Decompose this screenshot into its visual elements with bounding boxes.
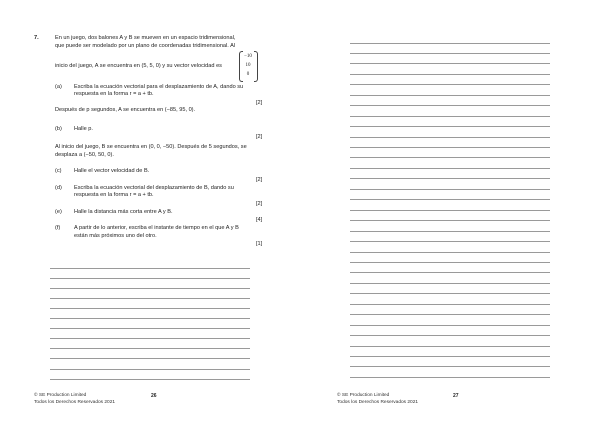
answer-line (50, 358, 250, 359)
answer-line (350, 272, 550, 273)
part-f-marks: [1] (256, 241, 263, 247)
answer-line (350, 346, 550, 347)
answer-line (350, 95, 550, 96)
part-e-label: (e) (55, 209, 62, 215)
part-c-text-1: Halle el vector velocidad de B. (74, 168, 150, 174)
after-a-text: Después de p segundos, A se encuentra en (−85, 95, 0). (55, 107, 196, 113)
answer-line (350, 325, 550, 326)
answer-line (350, 43, 550, 44)
answer-line (350, 116, 550, 117)
part-d-text-1: Escriba la ecuación vectorial del desplazamiento de B, dando su (74, 185, 234, 191)
answer-line (350, 74, 550, 75)
answer-line (350, 168, 550, 169)
part-d-text-2: respuesta en la forma r = a + tb. (74, 192, 154, 198)
page-number-left: 26 (151, 393, 157, 399)
answer-line (350, 314, 550, 315)
question-intro-line-1: En un juego, dos balones A y B se mueven en un espacio tridimensional, (55, 35, 236, 41)
answer-line (350, 366, 550, 367)
answer-line (350, 283, 550, 284)
answer-line (350, 356, 550, 357)
footer-rights-right: Todos los Derechos Reservados 2021 (337, 400, 419, 405)
part-a-label: (a) (55, 84, 62, 90)
answer-line (50, 369, 250, 370)
right-page (300, 0, 600, 424)
answer-line (350, 262, 550, 263)
answer-line (350, 335, 550, 336)
part-a-marks: [2] (256, 100, 263, 106)
answer-line (350, 293, 550, 294)
answer-line (350, 231, 550, 232)
question-intro-line-3: inicio del juego, A se encuentra en (5, 5, 0) y su vector velocidad es (55, 63, 222, 69)
part-f-label: (f) (55, 225, 61, 231)
answer-line (350, 53, 550, 54)
answer-line (350, 304, 550, 305)
answer-line (350, 105, 550, 106)
part-d-marks: [2] (256, 201, 263, 207)
answer-line (50, 318, 250, 319)
part-a-text-2: respuesta en la forma r = a + tb. (74, 91, 154, 97)
part-a-text-1: Escriba la ecuación vectorial para el desplazamiento de A, dando su (74, 84, 244, 90)
after-b-text-2: desplaza a (−50, 50, 0). (55, 152, 114, 158)
answer-line (350, 220, 550, 221)
velocity-z: 0 (246, 72, 250, 77)
answer-line (50, 348, 250, 349)
answer-line (350, 137, 550, 138)
answer-line (350, 199, 550, 200)
after-b-text-1: Al inicio del juego, B se encuentra en (0, 0, −50). Después de 5 segundos, se (55, 144, 247, 150)
answer-line (350, 241, 550, 242)
answer-line (50, 288, 250, 289)
answer-line (50, 278, 250, 279)
part-f-text-1: A partir de lo anterior, escriba el instante de tiempo en el que A y B (74, 225, 239, 231)
answer-line (350, 252, 550, 253)
part-d-label: (d) (55, 185, 62, 191)
right-bracket (254, 51, 258, 82)
answer-line (50, 379, 250, 380)
answer-line (350, 147, 550, 148)
question-intro-line-2: que puede ser modelado por un plano de coordenadas tridimensional. Al (55, 43, 236, 49)
answer-line (50, 268, 250, 269)
answer-line (50, 338, 250, 339)
question-number: 7. (34, 35, 39, 41)
answer-line (50, 328, 250, 329)
answer-line (350, 63, 550, 64)
part-b-label: (b) (55, 126, 62, 132)
velocity-x: −10 (244, 54, 252, 59)
answer-line (350, 377, 550, 378)
page-number-right: 27 (453, 393, 459, 399)
footer-copyright-right: © SE Production Limited (337, 393, 390, 398)
part-e-marks: [4] (256, 217, 263, 223)
footer-rights-left: Todos los Derechos Reservados 2021 (34, 400, 116, 405)
part-c-marks: [2] (256, 177, 263, 183)
answer-line (350, 189, 550, 190)
answer-line (350, 126, 550, 127)
answer-line (350, 178, 550, 179)
footer-copyright-left: © SE Production Limited (34, 393, 87, 398)
part-f-text-2: están más próximos uno del otro. (74, 233, 157, 239)
velocity-y: 10 (245, 63, 251, 68)
part-b-marks: [2] (256, 134, 263, 140)
answer-line (350, 157, 550, 158)
part-e-text-1: Halle la distancia más corta entre A y B. (74, 209, 173, 215)
answer-line (350, 210, 550, 211)
answer-line (350, 84, 550, 85)
part-b-text-1: Halle p. (74, 126, 93, 132)
answer-line (50, 298, 250, 299)
answer-line (50, 308, 250, 309)
part-c-label: (c) (55, 168, 62, 174)
